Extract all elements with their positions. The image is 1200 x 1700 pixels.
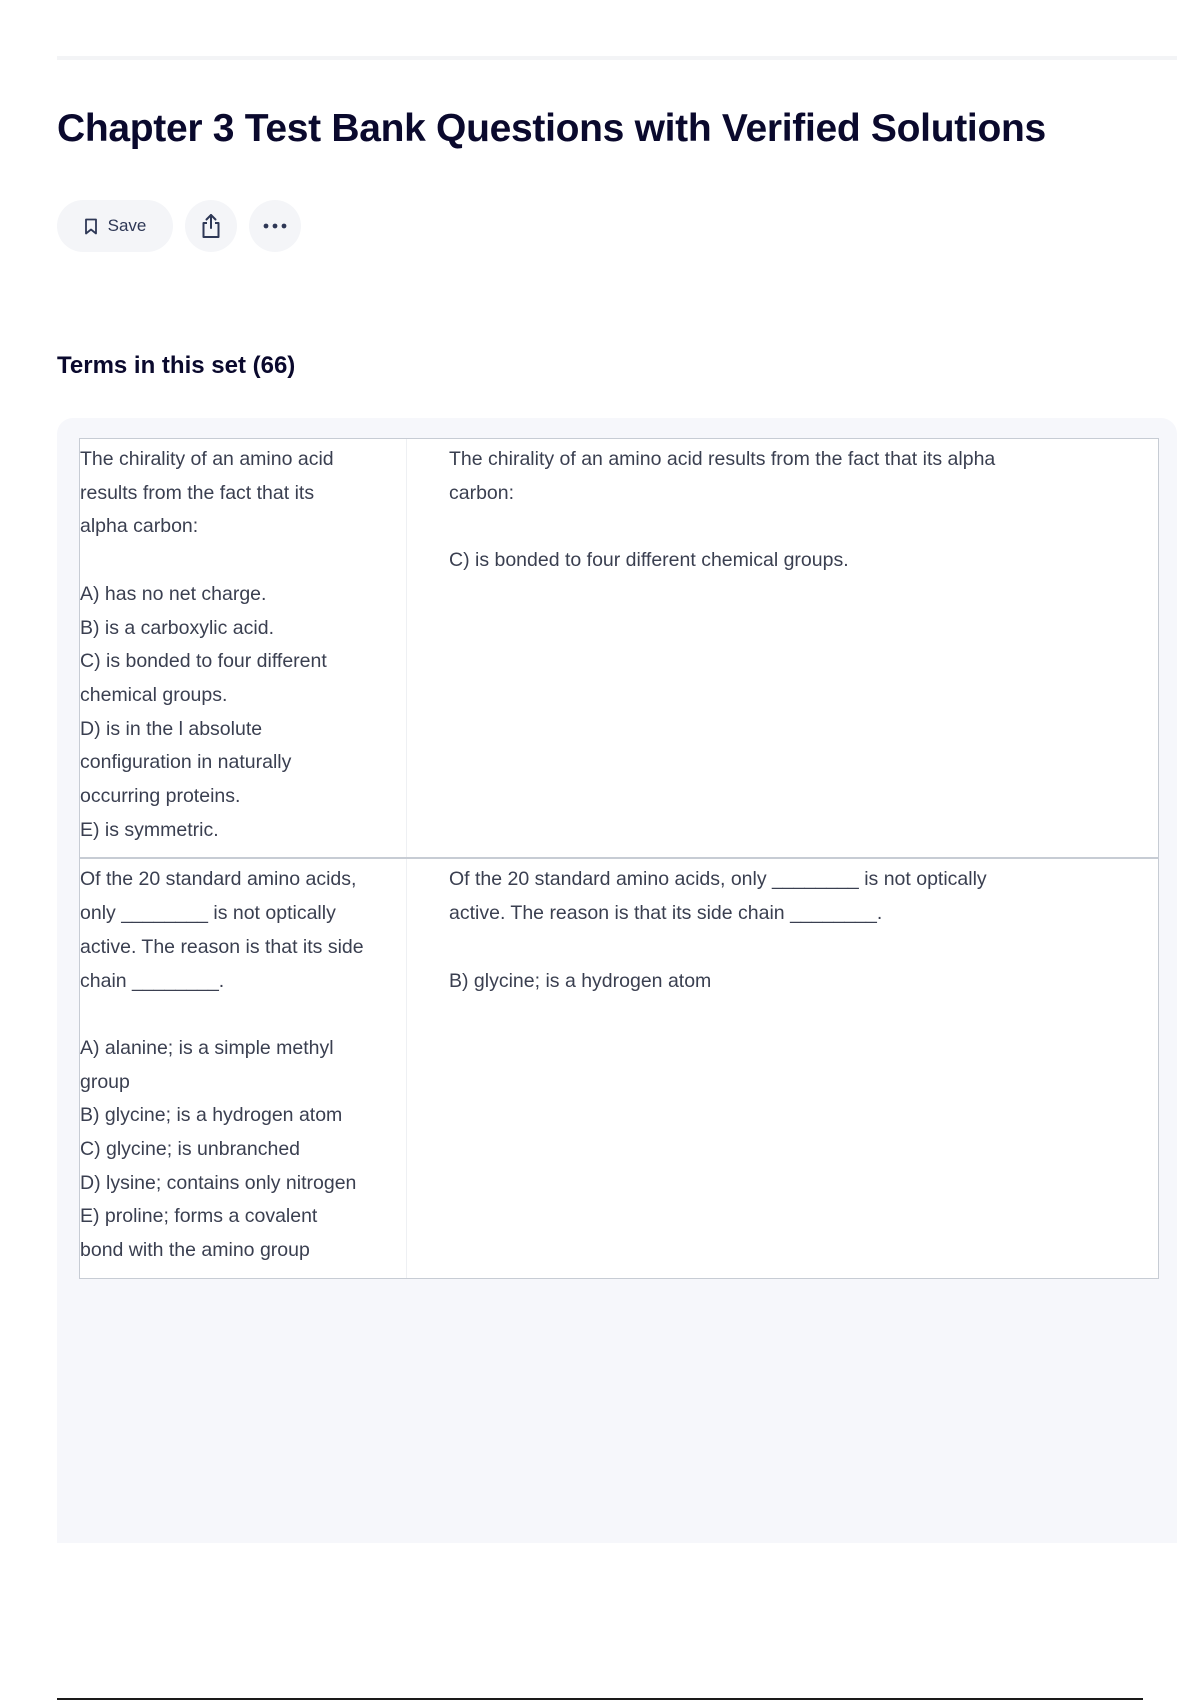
term-text-line: E) proline; forms a covalent [80, 1205, 318, 1228]
term-row [80, 439, 1158, 859]
definition-cell [407, 439, 1158, 857]
term-text-line: The chirality of an amino acid [80, 448, 334, 470]
action-bar [57, 200, 301, 252]
page-title: Chapter 3 Test Bank Questions with Verified Solutions [57, 107, 1046, 150]
top-divider [57, 56, 1177, 60]
term-text-line: E) is symmetric. [80, 818, 219, 841]
term-text-line [80, 998, 406, 1032]
term-text-line: A) has no net charge. [80, 582, 267, 605]
definition-text-line: The chirality of an amino acid results from the fact that its alpha [449, 448, 996, 470]
term-text-line: B) glycine; is a hydrogen atom [80, 1104, 343, 1127]
save-button-label: Save [107, 216, 147, 235]
term-text-line: Of the 20 standard amino acids, [80, 868, 357, 891]
term-text-line: C) glycine; is unbranched [80, 1138, 301, 1161]
definition-text-line: B) glycine; is a hydrogen atom [449, 969, 712, 992]
definition-text-line: Of the 20 standard amino acids, only ________ is not optically [449, 868, 987, 891]
definition-text-line [449, 510, 1128, 544]
term-text-line: active. The reason is that its side [80, 935, 364, 958]
term-text-line: C) is bonded to four different [80, 650, 327, 673]
term-text-line: only ________ is not optically [80, 902, 336, 925]
term-text-line: results from the fact that its [80, 481, 315, 504]
term-cell [80, 439, 407, 857]
term-text-line: chemical groups. [80, 683, 228, 706]
share-icon [200, 213, 222, 239]
definition-text-line: active. The reason is that its side chain ________. [449, 902, 883, 925]
terms-heading: Terms in this set (66) [57, 352, 296, 379]
term-row [80, 859, 1158, 1277]
more-options-icon [263, 223, 287, 229]
term-text-line: group [80, 1070, 130, 1093]
term-text-line [80, 544, 406, 578]
term-text-line: D) lysine; contains only nitrogen [80, 1171, 357, 1194]
definition-text-line [449, 931, 1128, 965]
term-text-line: occurring proteins. [80, 785, 241, 808]
term-text-line: A) alanine; is a simple methyl [80, 1036, 334, 1059]
share-button[interactable] [185, 200, 237, 252]
terms-table [79, 438, 1159, 1279]
save-button[interactable] [57, 200, 173, 252]
term-cell [80, 859, 407, 1277]
definition-text-line: C) is bonded to four different chemical groups. [449, 549, 849, 572]
term-text-line: alpha carbon: [80, 515, 199, 538]
term-text-line: chain ________. [80, 969, 225, 992]
term-text-line: B) is a carboxylic acid. [80, 616, 274, 639]
term-text-line: configuration in naturally [80, 751, 292, 774]
bookmark-icon [84, 218, 98, 235]
definition-text-line: carbon: [449, 481, 515, 504]
definition-cell [407, 859, 1158, 1277]
term-text-line: D) is in the l absolute [80, 717, 263, 740]
more-options-button[interactable] [249, 200, 301, 252]
term-text-line: bond with the amino group [80, 1239, 310, 1262]
